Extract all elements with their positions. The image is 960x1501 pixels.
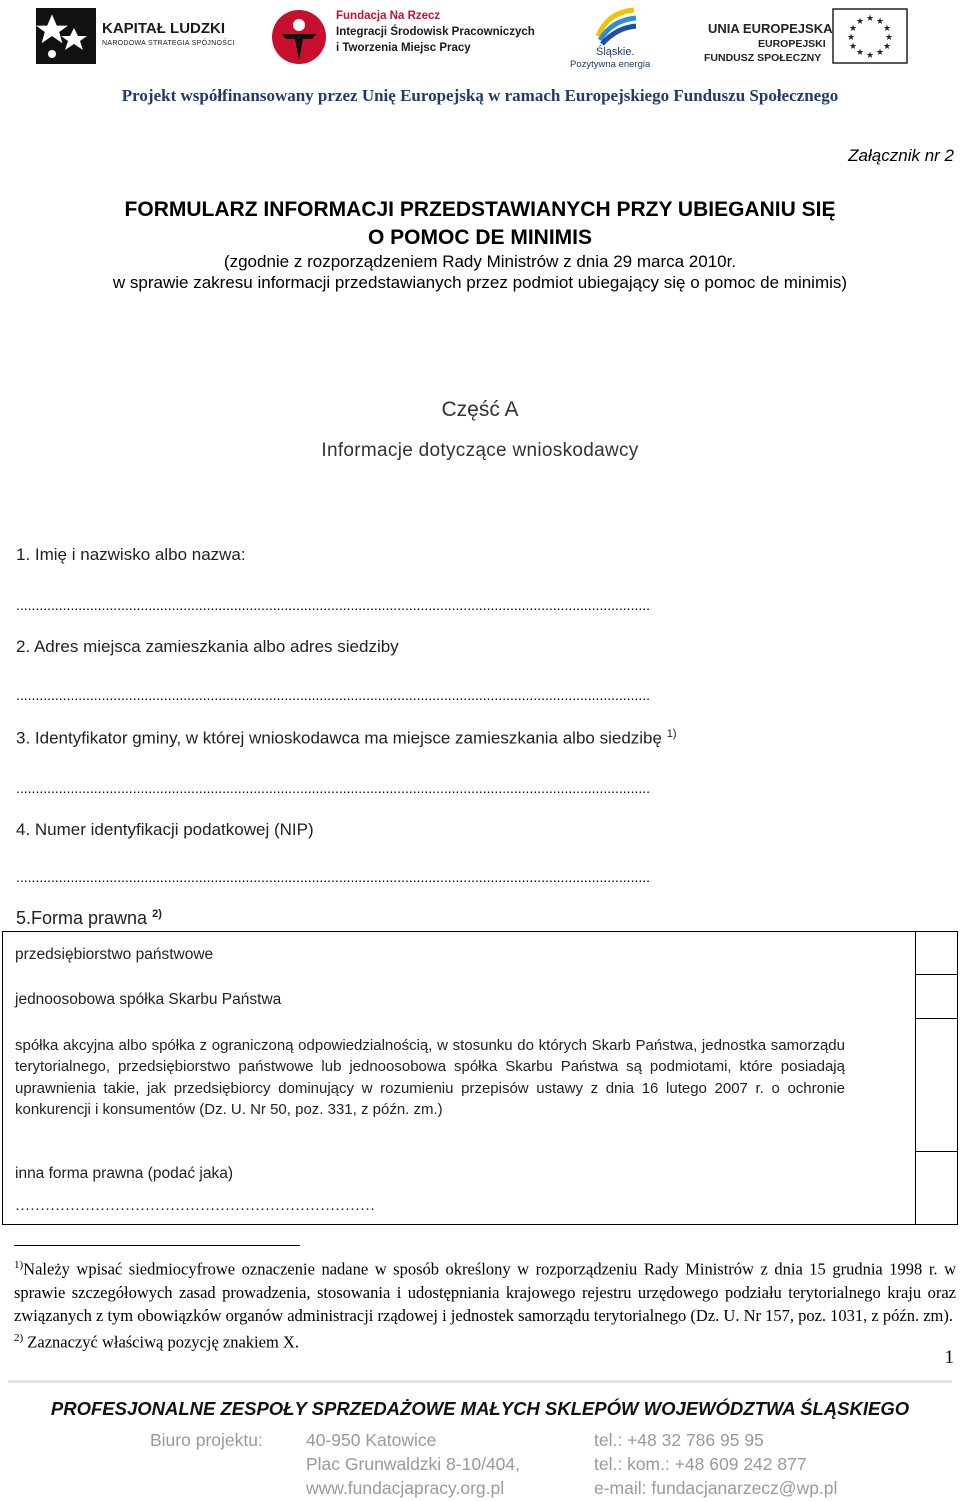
field-2-label: 2. Adres miejsca zamieszkania albo adres siedziby (16, 637, 399, 656)
slaskie-logo (568, 6, 668, 68)
footer-website-link[interactable]: www.fundacjapracy.org.pl (306, 1478, 505, 1498)
field-4-input-line[interactable]: ................................................................................................................................................................... (16, 872, 651, 884)
footnote-separator (14, 1245, 300, 1246)
part-title: Część A (441, 398, 519, 421)
checkbox-state-enterprise[interactable] (916, 931, 958, 975)
option-treasury-company: jednoosobowa spółka Skarbu Państwa (15, 991, 282, 1008)
slaskie-line-2: Pozytywna energia (570, 59, 651, 70)
footnote-2 (14, 1327, 956, 1354)
footer-phone: tel.: +48 32 786 95 95 (594, 1430, 764, 1450)
checkbox-other-form[interactable] (916, 1151, 958, 1225)
kapital-ludzki-emblem-icon (36, 8, 96, 64)
svg-text:★: ★ (848, 42, 858, 52)
footer-project-title: PROFESJONALNE ZESPOŁY SPRZEDAŻOWE MAŁYCH SKLEPÓW WOJEWÓDZTWA ŚLĄSKIEGO (50, 1398, 910, 1419)
svg-text:★: ★ (855, 17, 865, 27)
field-3-footnote-ref: 1) (666, 728, 677, 740)
page-number: 1 (944, 1347, 954, 1368)
attachment-number: Załącznik nr 2 (848, 146, 954, 165)
option-joint-stock-company: spółka akcyjna albo spółka z ograniczoną odpowiedzialnością, w stosunku do których Skarb Państwa, jednostka samorządu terytorialnego, przedsiębiorstwo państwowe lub jednoosobowa spółka Skarbu Państwa są podmiotami, które posiadają uprawnienia takie, jak przedsiębiorcy dominujący w rozumieniu przepisów ustawy z dnia 16 lutego 2007 r. o ochronie konkurencji i konsumentów (Dz. U. Nr 50, poz. 331, z późn. zm.) (15, 1037, 845, 1119)
logo-bar (0, 0, 960, 72)
footer-email-link[interactable]: e-mail: fundacjanarzecz@wp.pl (594, 1478, 838, 1498)
legal-form-options (2, 931, 916, 1225)
kapital-ludzki-logo (36, 6, 236, 68)
ue-logo (702, 6, 912, 68)
field-3-label-text: 3. Identyfikator gminy, w której wnioskodawca ma miejsce zamieszkania albo siedzibę (16, 728, 662, 748)
ue-line-3: FUNDUSZ SPOŁECZNY (704, 52, 822, 64)
project-cofinancing-line: Projekt współfinansowany przez Unię Europejską w ramach Europejskiego Funduszu Społecznego (121, 86, 839, 105)
kapital-ludzki-sub: NARODOWA STRATEGIA SPÓJNOŚCI (102, 40, 235, 47)
legal-form-table (2, 931, 958, 1225)
footnote-1 (14, 1254, 956, 1327)
form-title-line-1: FORMULARZ INFORMACJI PRZEDSTAWIANYCH PRZY UBIEGANIU SIĘ (124, 198, 836, 221)
footnote-1-mark: 1) (14, 1259, 24, 1271)
eu-flag-icon (832, 8, 908, 64)
footer-address-street: Plac Grunwaldzki 8-10/404, (306, 1454, 520, 1474)
fundacja-line-2: Integracji Środowisk Pracowniczych (336, 26, 535, 38)
legal-form-footnote-ref: 2) (152, 908, 162, 920)
svg-text:★: ★ (882, 24, 892, 34)
legal-form-label: 5.Forma prawna (16, 908, 148, 928)
fundacja-line-1: Fundacja Na Rzecz (336, 10, 441, 22)
slaskie-line-1: Śląskie. (596, 46, 635, 58)
svg-text:★: ★ (865, 14, 875, 24)
form-title-line-2: O POMOC DE MINIMIS (367, 226, 592, 249)
svg-text:★: ★ (875, 17, 885, 27)
footer-divider (8, 1380, 952, 1383)
svg-text:★: ★ (855, 48, 865, 58)
checkbox-joint-stock-company[interactable] (916, 1018, 958, 1152)
footer-address-city: 40-950 Katowice (306, 1430, 437, 1450)
svg-text:★: ★ (875, 48, 885, 58)
ue-line-1: UNIA EUROPEJSKA (708, 21, 833, 36)
part-subtitle: Informacje dotyczące wnioskodawcy (321, 440, 639, 461)
regulation-line-2: w sprawie zakresu informacji przedstawianych przez podmiot ubiegający się o pomoc de minimis) (112, 273, 848, 292)
svg-text:★: ★ (846, 33, 856, 43)
field-1-label: 1. Imię i nazwisko albo nazwa: (16, 545, 246, 564)
svg-text:★: ★ (882, 42, 892, 52)
checkbox-column (916, 931, 958, 1225)
footnote-1-text: Należy wpisać siedmiocyfrowe oznaczenie nadane w sposób określony w rozporządzeniu Rady Ministrów z dnia 15 grudnia 1998 r. w sprawie szczegółowych zasad prowadzenia, stosowania i udostępniania krajowego rejestru urzędowego podziału terytorialnego kraju oraz związanych z tym obowiązków organów administracji rządowej i jednostek samorządu terytorialnego (Dz. U. Nr 157, poz. 1031, z późn. zm). (14, 1259, 956, 1325)
footnote-2-text: Zaznaczyć właściwą pozycję znakiem X. (27, 1332, 299, 1351)
footer-office-label: Biuro projektu: (150, 1430, 263, 1450)
other-form-input-line[interactable]: ……………………………………………………………… (15, 1198, 375, 1214)
footer-contact (0, 1428, 960, 1498)
svg-text:★: ★ (848, 24, 858, 34)
svg-text:★: ★ (865, 51, 875, 61)
regulation-line-1: (zgodnie z rozporządzeniem Rady Ministrów z dnia 29 marca 2010r. (223, 252, 737, 271)
footnote-2-mark: 2) (14, 1331, 24, 1344)
field-1-input-line[interactable]: ................................................................................................................................................................... (16, 600, 651, 612)
option-state-enterprise: przedsiębiorstwo państwowe (15, 946, 214, 963)
footer-mobile: tel.: kom.: +48 609 242 877 (594, 1454, 807, 1474)
field-3-label (16, 728, 676, 749)
footnotes (14, 1254, 956, 1353)
checkbox-treasury-company[interactable] (916, 974, 958, 1019)
ue-line-2: EUROPEJSKI (758, 38, 826, 50)
fundacja-line-3: i Tworzenia Miejsc Pracy (336, 42, 471, 54)
field-5-label (16, 908, 162, 929)
field-4-label: 4. Numer identyfikacji podatkowej (NIP) (16, 820, 314, 839)
kapital-ludzki-name: KAPITAŁ LUDZKI (102, 20, 226, 37)
field-2-input-line[interactable]: ................................................................................................................................................................... (16, 690, 651, 702)
fundacja-emblem-icon (270, 8, 328, 66)
slaskie-wave-icon (594, 6, 638, 46)
field-3-input-line[interactable]: ................................................................................................................................................................... (16, 783, 651, 795)
svg-text:★: ★ (884, 33, 894, 43)
fundacja-logo (270, 6, 540, 68)
option-other-form: inna forma prawna (podać jaka) (15, 1165, 233, 1182)
